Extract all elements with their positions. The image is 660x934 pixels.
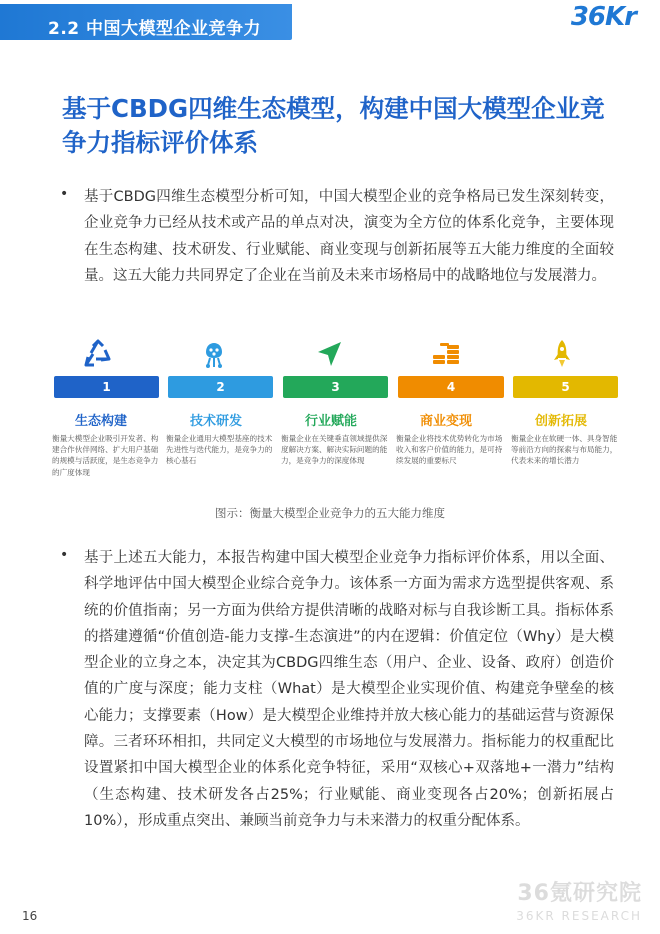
rocket-icon: [546, 338, 578, 370]
capability-name-5: 创新拓展: [534, 414, 587, 429]
bullet-1: •: [60, 186, 69, 202]
recycle-icon: [82, 338, 114, 370]
page-header: [0, 0, 660, 40]
capability-desc-5: 衡量企业在软硬一体、具身智能等前沿方向的探索与布局能力，代表未来的增长潜力: [511, 434, 618, 466]
watermark: [516, 876, 642, 923]
capability-bar-5: 5: [513, 376, 618, 398]
brand-logo: 36Kr: [570, 2, 636, 32]
capability-bar-4: 4: [398, 376, 504, 398]
capability-name-4: 商业变现: [419, 414, 472, 429]
capability-desc-1: 衡量大模型企业吸引开发者、构建合作伙伴网络、扩大用户基础的规模与活跃度，是生态竞争力的广度体现: [52, 434, 159, 477]
brain-tech-icon: [198, 338, 230, 370]
watermark-line-2: 36KR RESEARCH: [516, 909, 642, 923]
bullet-2: •: [60, 547, 69, 563]
page-title: 基于CBDG四维生态模型，构建中国大模型企业竞争力指标评价体系: [62, 94, 605, 157]
capability-desc-4: 衡量企业将技术优势转化为市场收入和客户价值的能力，是可持续发展的重要标尺: [396, 434, 503, 466]
figure-caption: 图示：衡量大模型企业竞争力的五大能力维度: [215, 506, 445, 520]
capability-name-3: 行业赋能: [304, 414, 357, 429]
paragraph-2: 基于上述五大能力，本报告构建中国大模型企业竞争力指标评价体系，用以全面、科学地评估中国大模型企业综合竞争力。该体系一方面为需求方选型提供客观、系统的价值指南；另一方面为供给方提供清晰的战略对标与自我诊断工具。指标体系的搭建遵循“价值创造-能力支撑-生态演进”的内在逻辑：价值定位（Why）是大模型企业的立身之本，决定其为CBDG四维生态（用户、企业、设备、政府）创造价值的广度与深度；能力支柱（What）是大模型企业实现价值、构建竞争壁垒的核心能力；支撑要素（How）是大模型企业维持并放大核心能力的基础运营与资源保障。三者环环相扣，共同定义大模型的市场地位与发展潜力。指标能力的权重配比设置紧扣中国大模型企业的体系化竞争特征，采用“双核心+双落地+一潜力”结构（生态构建、技术研发各占25%；行业赋能、商业变现各占20%；创新拓展占10%），形成重点突出、兼顾当前竞争力与未来潜力的权重分配体系。: [84, 550, 614, 829]
section-banner: [0, 4, 292, 40]
capability-bar-3: 3: [283, 376, 388, 398]
capability-desc-2: 衡量企业通用大模型基座的技术先进性与迭代能力，是竞争力的核心基石: [166, 434, 273, 466]
capability-bar-1: 1: [54, 376, 159, 398]
page-number: 16: [22, 909, 38, 923]
section-title: 2.2 中国大模型企业竞争力: [48, 19, 262, 39]
capability-bar-2: 2: [168, 376, 273, 398]
navigation-arrow-icon: [314, 338, 346, 370]
capability-name-1: 生态构建: [74, 414, 127, 429]
paragraph-1: 基于CBDG四维生态模型分析可知，中国大模型企业的竞争格局已发生深刻转变，企业竞争力已经从技术或产品的单点对决，演变为全方位的体系化竞争，主要体现在生态构建、技术研发、行业赋能、商业变现与创新拓展等五大能力维度的全面较量。这五大能力共同界定了企业在当前及未来市场格局中的战略地位与发展潜力。: [84, 189, 614, 284]
capability-name-2: 技术研发: [189, 414, 242, 429]
watermark-line-1: 36氪研究院: [517, 881, 642, 906]
coin-stack-icon: [430, 338, 462, 370]
capability-desc-3: 衡量企业在关键垂直领域提供深度解决方案、解决实际问题的能力，是竞争力的深度体现: [281, 434, 388, 466]
